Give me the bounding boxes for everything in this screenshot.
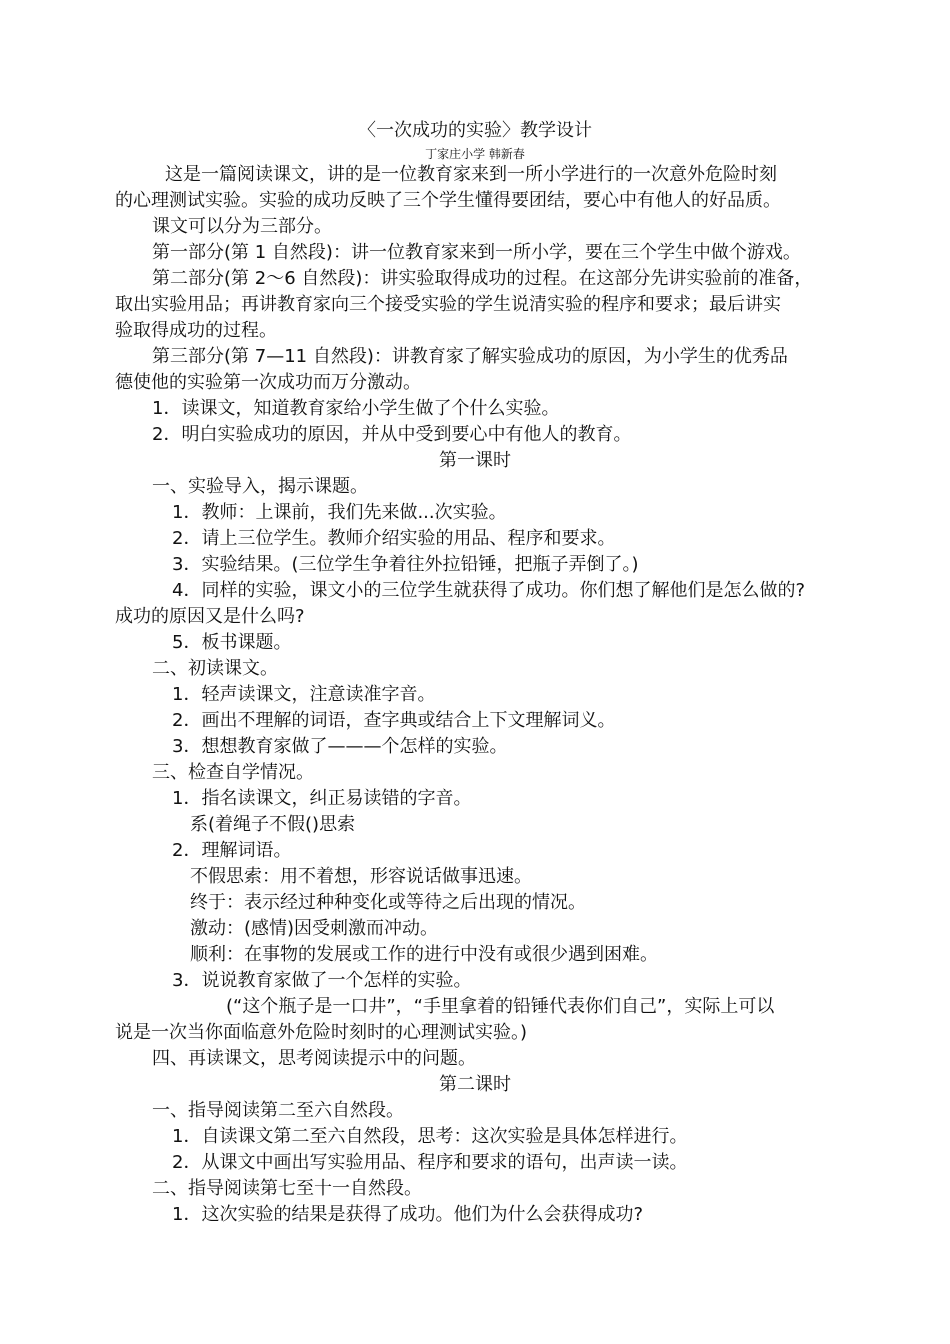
list-item: 3．想想教育家做了———个怎样的实验。	[172, 736, 508, 757]
paragraph-line: 课文可以分为三部分。	[152, 216, 332, 237]
definition-item: 不假思索：用不着想，形容说话做事迅速。	[190, 866, 532, 887]
word-list: 系(着绳子不假()思索	[190, 814, 356, 835]
section-item: 二、初读课文。	[152, 658, 278, 679]
document-author: 丁家庄小学 韩新春	[425, 147, 525, 161]
list-item: 3．实验结果。(三位学生争着往外拉铅锤，把瓶子弄倒了。)	[172, 554, 639, 575]
paragraph-line: 取出实验用品；再讲教育家向三个接受实验的学生说清实验的程序和要求；最后讲实	[115, 294, 781, 315]
list-item: 2．请上三位学生。教师介绍实验的用品、程序和要求。	[172, 528, 616, 549]
list-item: 1．轻声读课文，注意读准字音。	[172, 684, 436, 705]
paragraph-line: 第二部分(第 2～6 自然段)：讲实验取得成功的过程。在这部分先讲实验前的准备，	[152, 268, 813, 289]
definition-item: 激动：(感情)因受刺激而冲动。	[190, 918, 439, 939]
objective-item: 2．明白实验成功的原因，并从中受到要心中有他人的教育。	[152, 424, 632, 445]
definition-item: 终于：表示经过种种变化或等待之后出现的情况。	[190, 892, 586, 913]
note-line: 说是一次当你面临意外危险时刻时的心理测试实验。)	[115, 1022, 528, 1043]
list-item: 1．这次实验的结果是获得了成功。他们为什么会获得成功?	[172, 1204, 644, 1225]
section-item: 一、实验导入，揭示课题。	[152, 476, 368, 497]
list-item: 2．理解词语。	[172, 840, 292, 861]
section-item: 三、检查自学情况。	[152, 762, 314, 783]
section-item: 二、指导阅读第七至十一自然段。	[152, 1178, 422, 1199]
section-heading: 第二课时	[439, 1074, 511, 1095]
list-item: 5．板书课题。	[172, 632, 292, 653]
list-item: 2．画出不理解的词语，查字典或结合上下文理解词义。	[172, 710, 616, 731]
paragraph-line: 第一部分(第 1 自然段)：讲一位教育家来到一所小学，要在三个学生中做个游戏。	[152, 242, 801, 263]
list-item: 1．指名读课文，纠正易读错的字音。	[172, 788, 472, 809]
list-item: 2．从课文中画出写实验用品、程序和要求的语句，出声读一读。	[172, 1152, 688, 1173]
section-heading: 第一课时	[439, 450, 511, 471]
definition-item: 顺利：在事物的发展或工作的进行中没有或很少遇到困难。	[190, 944, 658, 965]
document-title: 〈一次成功的实验〉教学设计	[358, 120, 592, 141]
paragraph-line: 验取得成功的过程。	[115, 320, 277, 341]
list-item: 1．自读课文第二至六自然段，思考：这次实验是具体怎样进行。	[172, 1126, 688, 1147]
list-item: 4．同样的实验，课文小的三位学生就获得了成功。你们想了解他们是怎么做的?	[172, 580, 806, 601]
objective-item: 1．读课文，知道教育家给小学生做了个什么实验。	[152, 398, 560, 419]
paragraph-line: 的心理测试实验。实验的成功反映了三个学生懂得要团结，要心中有他人的好品质。	[115, 190, 781, 211]
paragraph-line: 这是一篇阅读课文，讲的是一位教育家来到一所小学进行的一次意外危险时刻	[165, 164, 777, 185]
section-item: 一、指导阅读第二至六自然段。	[152, 1100, 404, 1121]
section-item: 四、再读课文，思考阅读提示中的问题。	[152, 1048, 476, 1069]
list-item-continued: 成功的原因又是什么吗?	[115, 606, 305, 627]
paragraph-line: 第三部分(第 7—11 自然段)：讲教育家了解实验成功的原因，为小学生的优秀品	[152, 346, 788, 367]
note-line: (“这个瓶子是一口井”，“手里拿着的铅锤代表你们自己”，实际上可以	[226, 996, 775, 1017]
list-item: 3．说说教育家做了一个怎样的实验。	[172, 970, 472, 991]
list-item: 1．教师：上课前，我们先来做...次实验。	[172, 502, 507, 523]
paragraph-line: 德使他的实验第一次成功而万分激动。	[115, 372, 421, 393]
